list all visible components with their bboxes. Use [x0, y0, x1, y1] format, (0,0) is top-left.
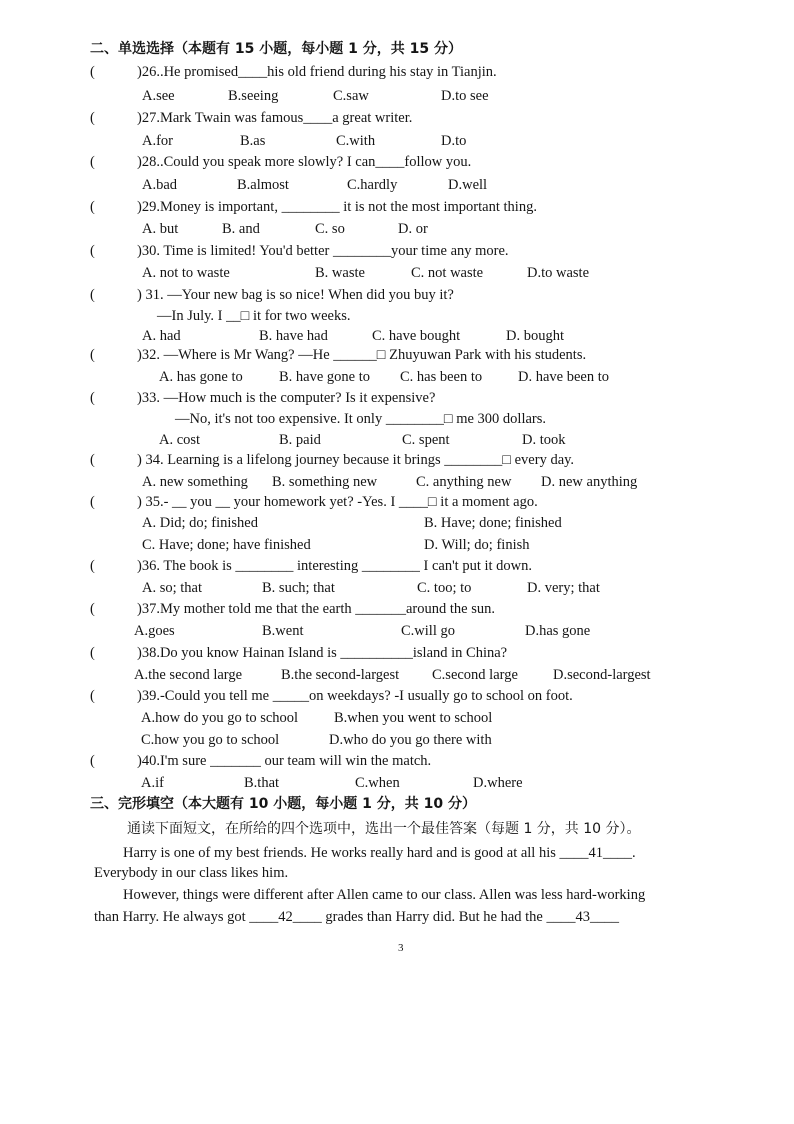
option: B. something new: [272, 474, 378, 490]
option: A.for: [142, 133, 174, 149]
option: D.has gone: [525, 623, 591, 639]
question-stem-line2: —In July. I __□ it for two weeks.: [157, 308, 351, 324]
option: A. Did; do; finished: [142, 515, 258, 531]
question-stem: )36. The book is ________ interesting ________ I can't put it down.: [137, 558, 533, 574]
option: D.to waste: [527, 265, 590, 281]
option: C. have bought: [372, 328, 461, 344]
answer-paren: (: [90, 688, 95, 704]
answer-paren: (: [90, 645, 95, 661]
question-stem: )38.Do you know Hainan Island is __________island in China?: [137, 645, 508, 661]
answer-paren: (: [90, 601, 95, 617]
answer-paren: (: [90, 287, 95, 303]
question-stem: ) 35.- __ you __ your homework yet? -Yes. I ____□ it a moment ago.: [137, 494, 538, 510]
passage-line: Harry is one of my best friends. He works really hard and is good at all his ____41____.: [123, 845, 636, 861]
option: B. such; that: [262, 580, 335, 596]
option: B.as: [240, 133, 266, 149]
question-stem: ) 31. —Your new bag is so nice! When did you buy it?: [137, 287, 454, 303]
question-stem: )26..He promised____his old friend during his stay in Tianjin.: [137, 64, 497, 80]
option: D. took: [522, 432, 566, 448]
option: D.to see: [441, 88, 489, 104]
answer-paren: (: [90, 199, 95, 215]
option: C. anything new: [416, 474, 512, 490]
option: A.see: [142, 88, 175, 104]
question-stem: )27.Mark Twain was famous____a great writer.: [137, 110, 413, 126]
answer-paren: (: [90, 494, 95, 510]
option: B.that: [244, 775, 280, 791]
answer-paren: (: [90, 753, 95, 769]
option: B. have gone to: [279, 369, 371, 385]
passage-line: than Harry. He always got ____42____ grades than Harry did. But he had the ____43____: [94, 909, 619, 925]
option: C. so: [315, 221, 345, 237]
option: B. and: [222, 221, 260, 237]
option: A. new something: [142, 474, 248, 490]
option: D.second-largest: [553, 667, 651, 683]
option: C. spent: [402, 432, 450, 448]
section-instruction: 通读下面短文，在所给的四个选项中，选出一个最佳答案（每题 1 分，共 10 分）。: [127, 821, 641, 837]
question-stem: )29.Money is important, ________ it is not the most important thing.: [137, 199, 537, 215]
option: A.the second large: [134, 667, 243, 683]
answer-paren: (: [90, 110, 95, 126]
question-stem: )33. —How much is the computer? Is it expensive?: [137, 390, 436, 406]
option: C.with: [336, 133, 376, 149]
question-stem: )28..Could you speak more slowly? I can____follow you.: [137, 154, 472, 170]
option: C.when: [355, 775, 400, 791]
question-stem: ) 34. Learning is a lifelong journey because it brings ________□ every day.: [137, 452, 575, 468]
option: C.will go: [401, 623, 455, 639]
option: A. had: [142, 328, 181, 344]
option: A.bad: [142, 177, 178, 193]
option: D.to: [441, 133, 467, 149]
question-stem: )40.I'm sure _______ our team will win the match.: [137, 753, 432, 769]
option: A. not to waste: [142, 265, 230, 281]
question-stem: )32. —Where is Mr Wang? —He ______□ Zhuyuwan Park with his students.: [137, 347, 587, 363]
option: A. cost: [159, 432, 201, 448]
section-heading: 三、完形填空（本大题有 10 小题，每小题 1 分，共 10 分）: [90, 796, 476, 812]
option: D. have been to: [518, 369, 609, 385]
answer-paren: (: [90, 243, 95, 259]
answer-paren: (: [90, 64, 95, 80]
option: D. or: [398, 221, 428, 237]
question-stem: )37.My mother told me that the earth _______around the sun.: [137, 601, 495, 617]
answer-paren: (: [90, 390, 95, 406]
option: D. new anything: [541, 474, 638, 490]
option: B.when you went to school: [334, 710, 493, 726]
option: D.who do you go there with: [329, 732, 492, 748]
option: D. bought: [506, 328, 564, 344]
option: D.well: [448, 177, 488, 193]
option: D.where: [473, 775, 523, 791]
option: C. not waste: [411, 265, 484, 281]
answer-paren: (: [90, 347, 95, 363]
question-stem: )39.-Could you tell me _____on weekdays? -I usually go to school on foot.: [137, 688, 573, 704]
option: C. too; to: [417, 580, 472, 596]
option: C. Have; done; have finished: [142, 537, 311, 553]
option: A.goes: [134, 623, 175, 639]
option: C.second large: [432, 667, 518, 683]
option: B. Have; done; finished: [424, 515, 562, 531]
option: D. very; that: [527, 580, 600, 596]
option: B.the second-largest: [281, 667, 400, 683]
answer-paren: (: [90, 154, 95, 170]
answer-paren: (: [90, 452, 95, 468]
option: A.if: [141, 775, 164, 791]
option: C. has been to: [400, 369, 483, 385]
option: B. waste: [315, 265, 365, 281]
option: A. but: [142, 221, 179, 237]
option: A. has gone to: [159, 369, 243, 385]
section-heading: 二、单选选择（本题有 15 小题，每小题 1 分，共 15 分）: [90, 41, 462, 57]
option: C.how you go to school: [141, 732, 280, 748]
option: C.saw: [333, 88, 369, 104]
option: B.went: [262, 623, 304, 639]
option: D. Will; do; finish: [424, 537, 530, 553]
passage-line: However, things were different after Allen came to our class. Allen was less hard-working: [123, 887, 646, 903]
passage-line: Everybody in our class likes him.: [94, 865, 289, 881]
option: A.how do you go to school: [141, 710, 299, 726]
page-number: 3: [398, 942, 404, 954]
option: C.hardly: [347, 177, 398, 193]
question-stem-line2: —No, it's not too expensive. It only ________□ me 300 dollars.: [175, 411, 547, 427]
answer-paren: (: [90, 558, 95, 574]
question-stem: )30. Time is limited! You'd better ________your time any more.: [137, 243, 509, 259]
option: B. paid: [279, 432, 321, 448]
option: A. so; that: [142, 580, 203, 596]
option: B. have had: [259, 328, 328, 344]
option: B.seeing: [228, 88, 279, 104]
option: B.almost: [237, 177, 289, 193]
